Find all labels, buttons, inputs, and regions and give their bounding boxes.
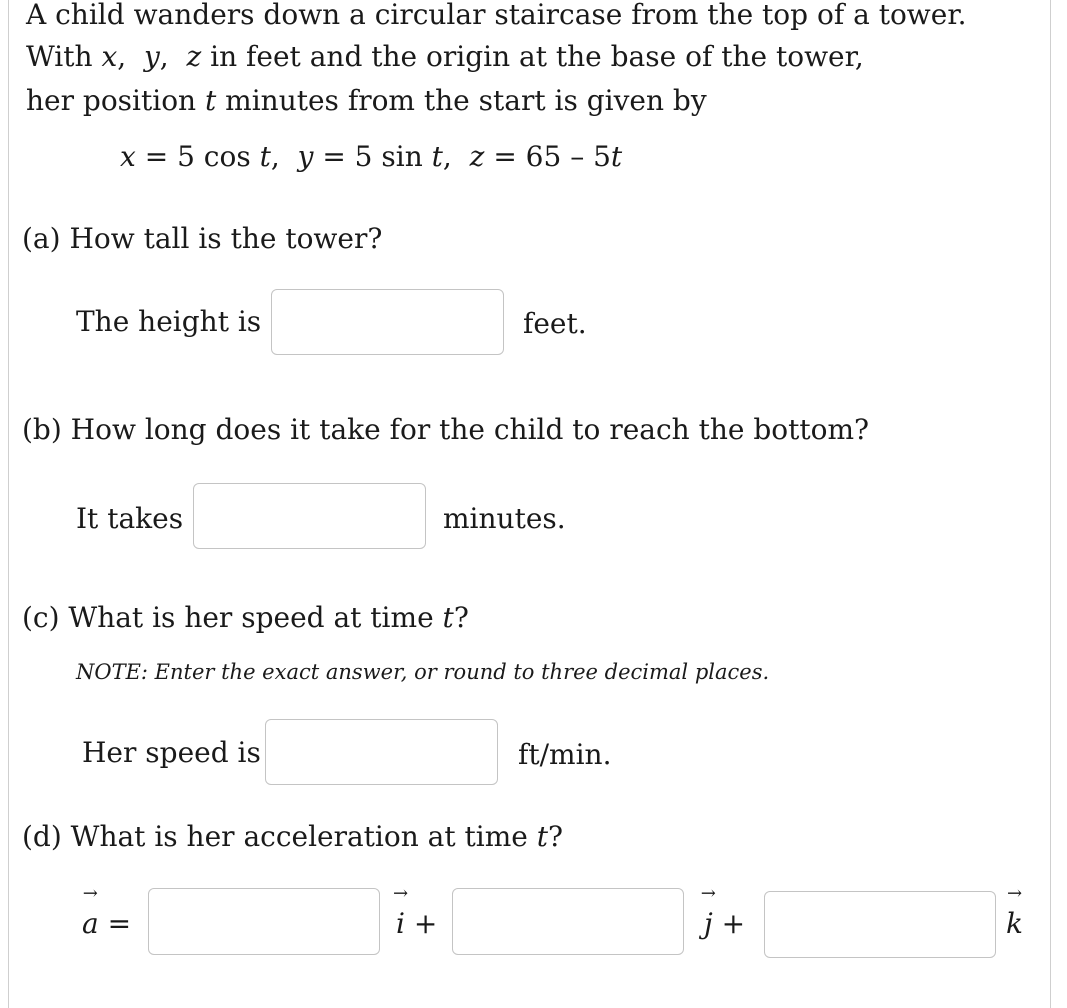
part-b-unit: minutes. [443, 502, 566, 535]
part-c-question: (c) What is her speed at time t? [22, 601, 469, 634]
part-c-unit: ft/min. [518, 738, 612, 771]
k-hat-symbol: → k [1006, 883, 1023, 940]
part-b-question: (b) How long does it take for the child to reach the bottom? [22, 413, 870, 446]
part-d-question: (d) What is her acceleration at time t? [22, 820, 564, 853]
i-hat-symbol: → i [392, 883, 409, 940]
height-input[interactable] [271, 289, 504, 355]
j-unit-plus: → j + [700, 883, 746, 940]
intro-line-1: A child wanders down a circular staircase from the top of a tower. [26, 0, 967, 31]
intro-line-3: her position t minutes from the start is given by [26, 84, 707, 117]
time-input[interactable] [193, 483, 426, 549]
part-a-label: The height is [76, 305, 262, 338]
acceleration-i-input[interactable] [148, 888, 380, 955]
speed-input[interactable] [265, 719, 498, 785]
position-equation: x = 5 cos t, y = 5 sin t, z = 65 – 5t [120, 140, 623, 173]
part-c-note: NOTE: Enter the exact answer, or round to three decimal places. [76, 660, 770, 684]
k-unit [1006, 883, 1023, 940]
intro-line-2: With x, y, z in feet and the origin at the base of the tower, [26, 40, 864, 73]
acceleration-vector-label: → a = [82, 883, 132, 940]
vector-a-symbol: → a [82, 883, 99, 940]
acceleration-j-input[interactable] [452, 888, 684, 955]
part-a-question: (a) How tall is the tower? [22, 222, 383, 255]
i-unit-plus: → i + [392, 883, 438, 940]
acceleration-k-input[interactable] [764, 891, 996, 958]
part-a-unit: feet. [523, 307, 587, 340]
part-b-label: It takes [76, 502, 184, 535]
j-hat-symbol: → j [700, 883, 716, 940]
part-c-label: Her speed is [82, 736, 261, 769]
